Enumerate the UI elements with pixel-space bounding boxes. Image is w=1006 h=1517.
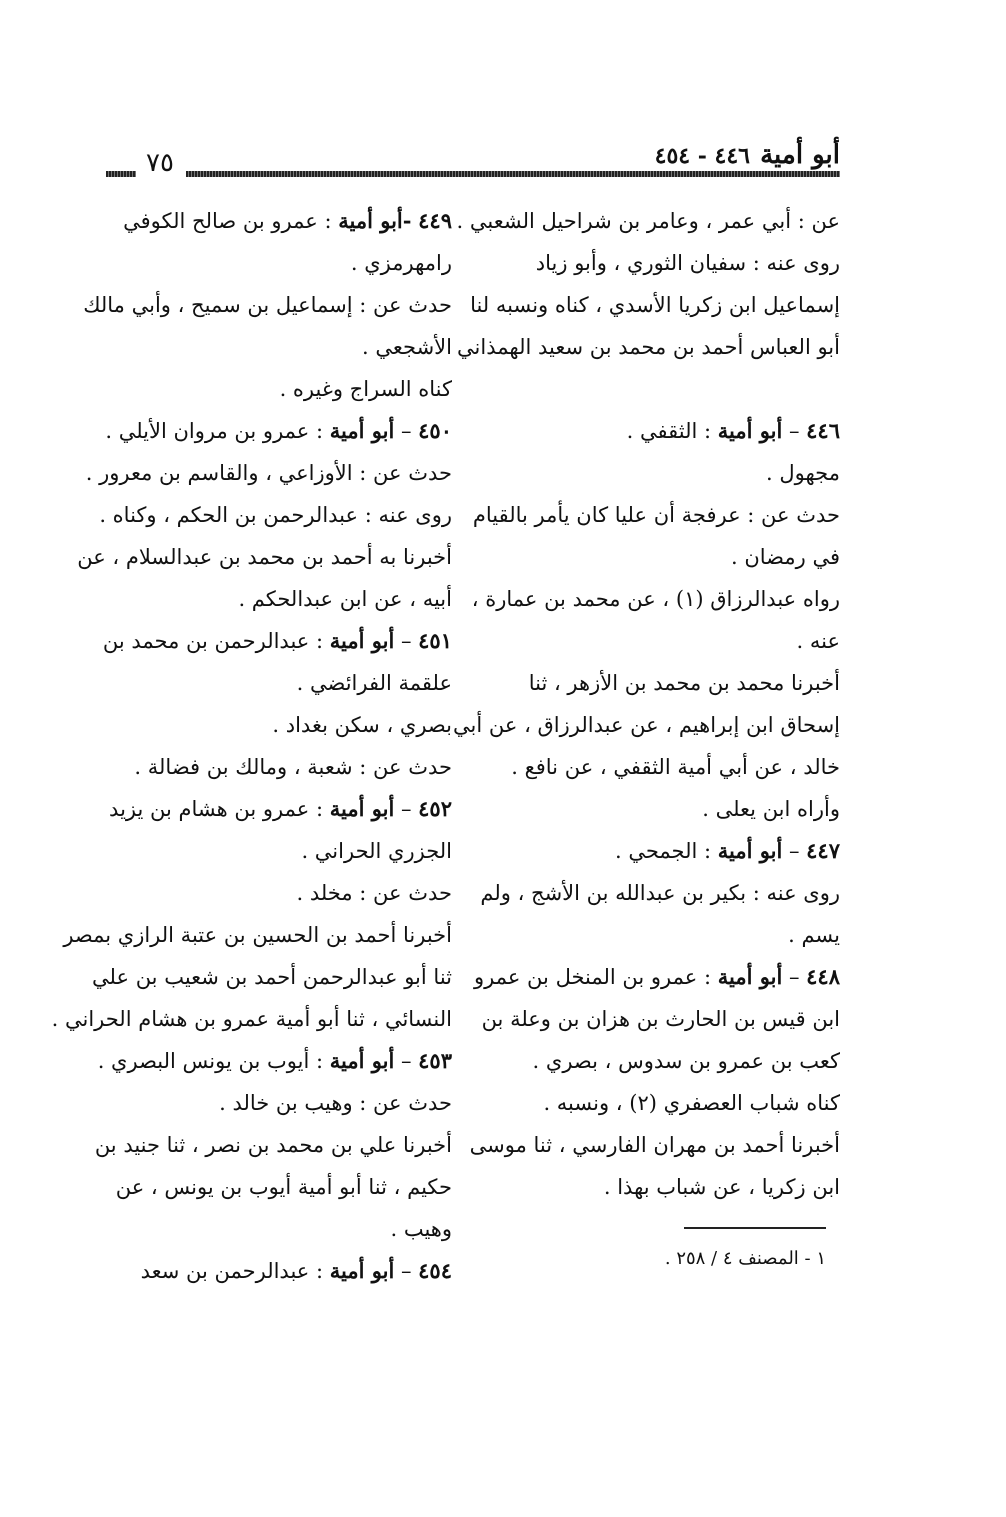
text-line: ثنا أبو عبدالرحمن أحمد بن شعيب بن علي (92, 965, 452, 989)
text-line: حكيم ، ثنا أبو أمية أيوب بن يونس ، عن (115, 1175, 452, 1199)
footnote-rule (684, 1227, 826, 1229)
entry-number: ٤٥٤ (418, 1258, 452, 1283)
entry-text: : عمرو بن مروان الأيلي . (105, 419, 324, 443)
entry-number: ٤٤٨ (806, 964, 840, 989)
text-line: حدث عن : عرفجة أن عليا كان يأمر بالقيام (472, 503, 840, 527)
entry-number: ٤٥٢ (418, 796, 452, 821)
text-line: مجهول . (766, 461, 840, 485)
text-line: كعب بن عمرو بن سدوس ، بصري . (532, 1049, 840, 1073)
entry-name: أبو أمية (717, 418, 783, 443)
entry-name: أبو أمية (717, 964, 783, 989)
entry-heading-449 (107, 200, 452, 242)
entry-number: ٤٥٠ (418, 418, 452, 443)
entry-name: أبو أمية (329, 796, 395, 821)
text-line: أخبرنا أحمد بن مهران الفارسي ، ثنا موسى (469, 1133, 840, 1157)
text-line: وهيب . (390, 1217, 452, 1241)
text-line: كناه السراج وغيره . (279, 377, 452, 401)
entry-heading-453: ٤٥٣ – أبو أمية : أيوب بن يونس البصري . (97, 1048, 452, 1073)
entry-text: : عمرو بن صالح الكوفي (123, 209, 332, 233)
header-title: أبو أمية (760, 140, 840, 170)
text-line: حدث عن : مخلد . (296, 881, 452, 905)
entry-number: ٤٤٩ (418, 208, 452, 233)
text-line: الأشجعي . (362, 335, 452, 359)
entry-heading-446: ٤٤٦ – أبو أمية : الثقفي . (626, 418, 840, 443)
text-line: أخبرنا به أحمد بن محمد بن عبدالسلام ، عن (77, 545, 452, 569)
text-line: إسحاق ابن إبراهيم ، عن عبدالرزاق ، عن أبي (453, 713, 840, 737)
header-rule-short (106, 171, 136, 177)
entry-name: أبو أمية (329, 628, 395, 653)
text-line: وأراه ابن يعلى . (702, 797, 840, 821)
right-column (453, 200, 840, 1208)
entry-name: أبو أمية (329, 1048, 395, 1073)
entry-heading-451: ٤٥١ – أبو أمية : عبدالرحمن بن محمد بن (102, 628, 452, 653)
entry-text: : الجمحي . (614, 839, 712, 863)
text-line: حدث عن : شعبة ، ومالك بن فضالة . (134, 755, 452, 779)
running-header (106, 140, 840, 180)
text-line: بصري ، سكن بغداد . (272, 713, 452, 737)
entry-name: أبو أمية (329, 1258, 395, 1283)
text-line: حدث عن : إسماعيل بن سميح ، وأبي مالك (83, 293, 452, 317)
entry-number: ٤٤٧ (806, 838, 840, 863)
footnote: ١ - المصنف ٤ / ٢٥٨ . (664, 1248, 826, 1269)
text-line: أخبرنا علي بن محمد بن نصر ، ثنا جنيد بن (94, 1133, 452, 1157)
entry-text: : عبدالرحمن بن سعد (140, 1259, 324, 1283)
text-line: ابن زكريا ، عن شباب بهذا . (603, 1175, 840, 1199)
text-line: في رمضان . (731, 545, 840, 569)
text-line: الجزري الحراني . (301, 839, 452, 863)
text-line: حدث عن : الأوزاعي ، والقاسم بن معرور . (85, 461, 452, 485)
spacer (490, 368, 840, 410)
left-column (51, 200, 452, 1292)
text-line: رامهرمزي . (350, 251, 452, 275)
entry-text: : عبدالرحمن بن محمد بن (102, 629, 324, 653)
text-line: روى عنه : بكير بن عبدالله بن الأشج ، ولم (480, 881, 840, 905)
entry-heading-452: ٤٥٢ – أبو أمية : عمرو بن هشام بن يزيد (109, 796, 452, 821)
entry-text: : عمرو بن المنخل بن عمرو (473, 965, 712, 989)
entry-heading-447: ٤٤٧ – أبو أمية : الجمحي . (614, 838, 840, 863)
entry-text: : عمرو بن هشام بن يزيد (109, 797, 324, 821)
text-line: روى عنه : سفيان الثوري ، وأبو زياد (535, 251, 840, 275)
text-line: أخبرنا أحمد بن الحسين بن عتبة الرازي بمصر (63, 923, 452, 947)
text-line: عن : أبي عمر ، وعامر بن شراحيل الشعبي . (456, 209, 840, 233)
header-rule (186, 171, 840, 177)
entry-name: -أبو أمية (338, 208, 412, 233)
entry-text: : أيوب بن يونس البصري . (97, 1049, 324, 1073)
entry-number: ٤٤٦ (806, 418, 840, 443)
entry-heading-454: ٤٥٤ – أبو أمية : عبدالرحمن بن سعد (140, 1258, 452, 1283)
text-line: أخبرنا محمد بن محمد بن الأزهر ، ثنا (528, 671, 840, 695)
entry-number: ٤٥٣ (418, 1048, 452, 1073)
text-line: يسم . (788, 923, 840, 947)
text-line: كناه شباب العصفري (٢) ، ونسبه . (543, 1091, 840, 1115)
entry-text: : الثقفي . (626, 419, 712, 443)
text-line: رواه عبدالرزاق (١) ، عن محمد بن عمارة ، (471, 587, 840, 611)
text-line: النسائي ، ثنا أبو أمية عمرو بن هشام الحراني . (51, 1007, 452, 1031)
header-entry-range: ٤٤٦ - ٤٥٤ (654, 143, 750, 169)
entry-name: أبو أمية (717, 838, 783, 863)
text-line: إسماعيل ابن زكريا الأسدي ، كناه ونسبه لنا (470, 293, 840, 317)
entry-name: أبو أمية (329, 418, 395, 443)
text-line: عنه . (796, 629, 840, 653)
entry-heading-448: ٤٤٨ – أبو أمية : عمرو بن المنخل بن عمرو (473, 964, 840, 989)
text-line: ابن قيس بن الحارث بن هزان بن وعلة بن (481, 1007, 840, 1031)
text-line: أبيه ، عن ابن عبدالحكم . (238, 587, 452, 611)
text-line: روى عنه : عبدالرحمن بن الحكم ، وكناه . (99, 503, 452, 527)
text-line: خالد ، عن أبي أمية الثقفي ، عن نافع . (511, 755, 840, 779)
text-line: علقمة الفرائضي . (296, 671, 452, 695)
text-line: أبو العباس أحمد بن محمد بن سعيد الهمذاني (457, 335, 840, 359)
text-line: حدث عن : وهيب بن خالد . (219, 1091, 452, 1115)
page-number: ٧٥ (146, 148, 174, 178)
entry-number: ٤٥١ (418, 628, 452, 653)
entry-heading-450: ٤٥٠ – أبو أمية : عمرو بن مروان الأيلي . (105, 418, 452, 443)
